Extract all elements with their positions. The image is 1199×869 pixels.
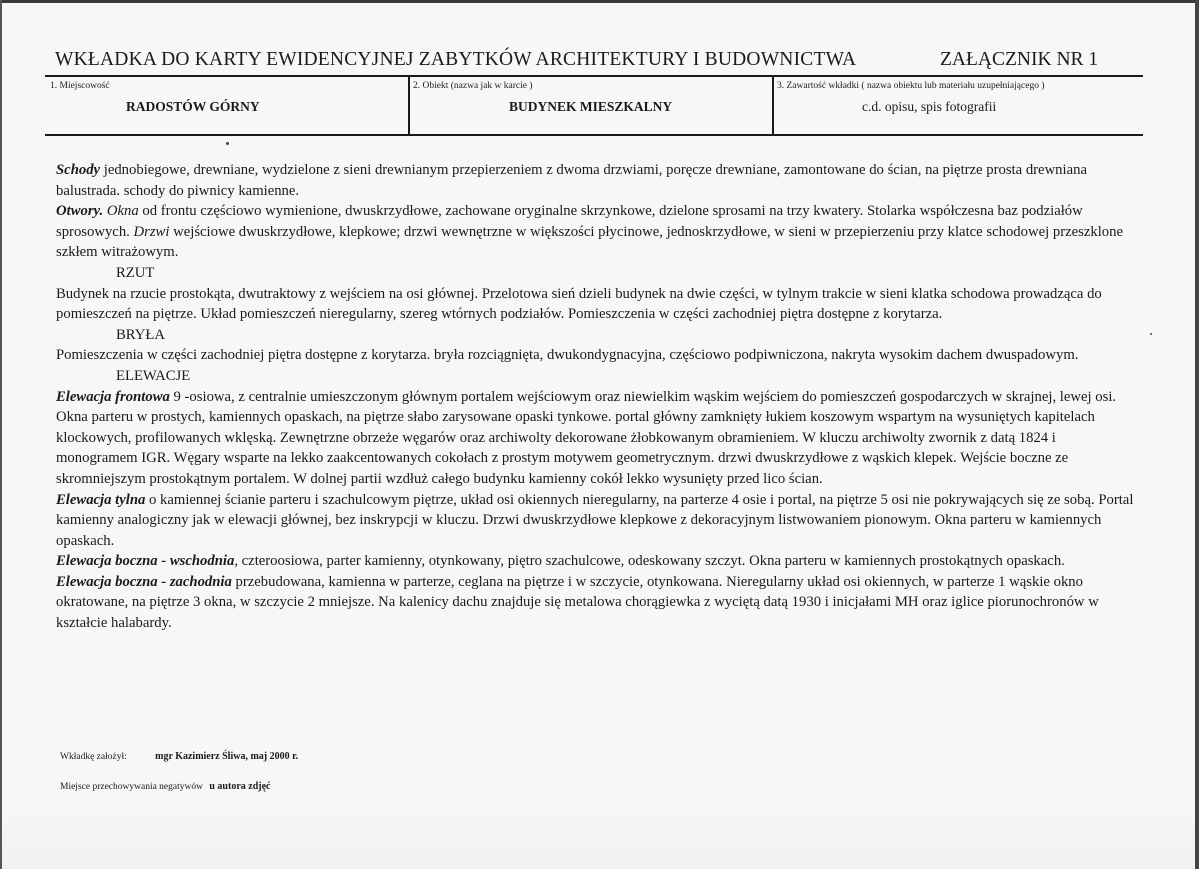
east-elevation-paragraph xyxy=(56,551,1141,572)
author-label: Wkładkę założył: xyxy=(60,752,127,762)
scan-border-left xyxy=(0,0,2,869)
description-body xyxy=(56,160,1141,634)
cell-divider-1 xyxy=(408,75,410,135)
rear-elevation-paragraph xyxy=(56,490,1141,552)
scan-speck xyxy=(1150,333,1152,335)
storage-line xyxy=(60,781,270,792)
plan-paragraph: Budynek na rzucie prostokąta, dwutraktowy z wejściem na osi głównej. Przelotowa sień dzieli budynek na dwie części, w tylnym trakcie w sieni klatka schodowa prowadząca do pomieszczeń na piętrze. Układ pomieszczeń nieregularny, szereg wtórnych podziałów. Pomieszczenia w części zachodniej piętra dostępne z korytarza. xyxy=(56,285,1102,323)
doors-term: Drzwi xyxy=(133,223,170,240)
front-elevation-text: 9 -osiowa, z centralnie umieszczonym głównym portalem wejściowym oraz niewielkim wąskim wejściem do pomieszczeń gospodarczych w skrajnej, lewej osi. Okna parteru w prostych, kamiennych opaskach, na piętrze słabo zarysowane opaski tynkowe. portal główny zamknięty łukiem koszowym wspartym na wysuniętych kapitelach klockowych, profilowanych wklęską. Zewnętrzne obrzeże węgarów oraz archiwolty dekorowane żłobkowanym obramieniem. W kluczu archiwolty zwornik z datą 1824 i monogramem IGR. Węgary wsparte na lekko zaakcentowanych cokołach z prostym motywem geometrycznym. drzwi dwuskrzydłowe z wąskich klepek. Wejście boczne ze skromniejszym prostokątnym portalem. W dolnej partii wzdłuż całego budynku kamienny cokół lekko wysunięty przed lico ścian. xyxy=(56,388,1117,487)
location-value: RADOSTÓW GÓRNY xyxy=(126,99,260,114)
header-rule-bottom xyxy=(45,134,1143,136)
windows-text: od frontu częściowo wymienione, dwuskrzydłowe, zachowane oryginalne skrzynkowe, dzielone sprosami na trzy kwatery. Stolarka współczesna baz podziałów sprosowych. xyxy=(56,203,1083,240)
front-elevation-paragraph xyxy=(56,387,1141,490)
doors-text: wejściowe dwuskrzydłowe, klepkowe; drzwi wewnętrzne w większości płycinowe, jednoskrzydłowe, w sieni w przepierzeniu przy klatce schodowej przeszklone szkłem witrażowym. xyxy=(56,223,1123,261)
scan-speck xyxy=(226,142,229,145)
front-elevation-term: Elewacja frontowa xyxy=(56,388,170,405)
contents-label: 3. Zawartość wkładki ( nazwa obiektu lub materiału uzupełniającego ) xyxy=(777,81,1045,91)
massing-heading: BRYŁA xyxy=(116,326,165,343)
west-elevation-paragraph xyxy=(56,572,1141,634)
annex-number: ZAŁĄCZNIK NR 1 xyxy=(940,49,1099,70)
author-line xyxy=(60,751,298,762)
header-rule-top xyxy=(45,75,1143,77)
scan-border-top xyxy=(0,0,1199,3)
author-value: mgr Kazimierz Śliwa, maj 2000 r. xyxy=(155,751,299,762)
massing-paragraph: Pomieszczenia w części zachodniej piętra dostępne z korytarza. bryła rozciągnięta, dwukondygnacyjna, częściowo podpiwniczona, nakryta wysokim dachem dwuspadowym. xyxy=(56,347,1079,364)
rear-elevation-term: Elewacja tylna xyxy=(56,491,146,508)
east-elevation-text: , czteroosiowa, parter kamienny, otynkowany, piętro szachulcowe, odeskowany szczyt. Okna parteru w kamiennych prostokątnych opaskach. xyxy=(234,553,1065,570)
object-label: 2. Obiekt (nazwa jak w karcie ) xyxy=(413,81,533,91)
stairs-term: Schody xyxy=(56,162,101,178)
east-elevation-term: Elewacja boczna - wschodnia xyxy=(56,553,235,570)
plan-heading: RZUT xyxy=(116,264,155,281)
scan-border-right xyxy=(1195,0,1199,869)
stairs-paragraph xyxy=(56,160,1141,201)
openings-term: Otwory. xyxy=(56,203,104,220)
object-value: BUDYNEK MIESZKALNY xyxy=(509,99,673,114)
west-elevation-text: przebudowana, kamienna w parterze, ceglana na piętrze i w szczycie, otynkowana. Nieregularny układ osi okiennych, w parterze 1 wąskie okno okratowane, na piętrze 3 okna, w szczycie 2 mniejsze. Na kalenicy dachu znajduje się metalowa chorągiewka z wyciętą datą 1930 i inicjałami MH oraz iglice piorunochronów w kształcie halabardy. xyxy=(56,573,1099,632)
rear-elevation-text: o kamiennej ścianie parteru i szachulcowym piętrze, układ osi okiennych nieregularny, na parterze 4 osie i portal, na piętrze 5 osi nie pokrywających się ze sobą. Portal kamienny analogiczny jak w elewacji głównej, bez inskrypcji w kluczu. Drzwi dwuskrzydłowe klepkowe z dekoracyjnym listwowaniem pionowym. Okna parteru w kamiennych opaskach. xyxy=(56,491,1134,549)
contents-value: c.d. opisu, spis fotografii xyxy=(862,99,997,114)
openings-paragraph xyxy=(56,201,1141,263)
west-elevation-term: Elewacja boczna - zachodnia xyxy=(56,573,232,590)
cell-divider-2 xyxy=(772,75,774,135)
document-title: WKŁADKA DO KARTY EWIDENCYJNEJ ZABYTKÓW ARCHITEKTURY I BUDOWNICTWA xyxy=(55,49,857,70)
stairs-text: jednobiegowe, drewniane, wydzielone z sieni drewnianym przepierzeniem z dwoma drzwiami, poręcze drewniane, zamontowane do ścian, na piętrze prosta drewniana balustrada. schody do piwnicy kamienne. xyxy=(56,162,1087,199)
storage-label: Miejsce przechowywania negatywów xyxy=(60,782,203,792)
scan-edge xyxy=(0,800,1199,869)
windows-term: Okna xyxy=(106,203,139,220)
elevations-heading: ELEWACJE xyxy=(116,367,191,384)
storage-value: u autora zdjęć xyxy=(209,781,271,792)
location-label: 1. Miejscowość xyxy=(50,81,110,91)
